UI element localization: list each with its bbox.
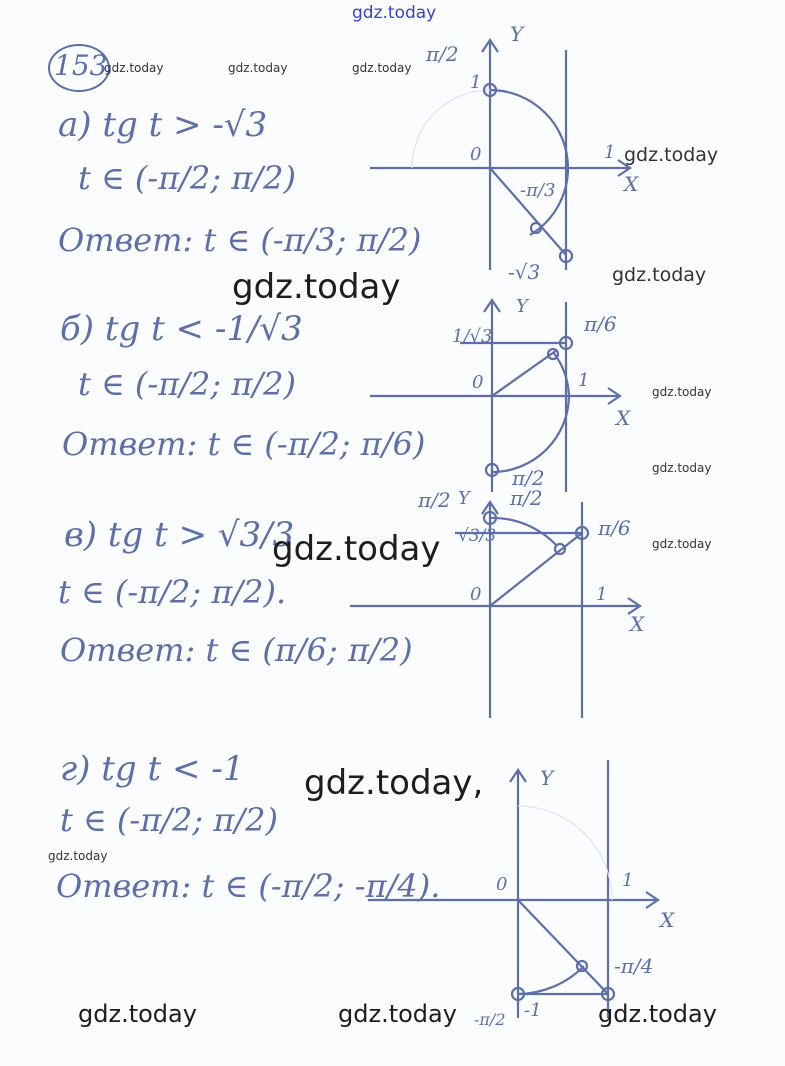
watermark: gdz.today <box>228 61 288 75</box>
graph-c-y-label: Y <box>458 488 470 509</box>
graph-c-pi2: π/2 <box>418 488 451 512</box>
graph-c-angle: π/6 <box>598 516 631 540</box>
graph-b-origin: 0 <box>472 372 484 393</box>
part-b-range: t ∈ (-π/2; π/2) <box>78 365 296 403</box>
graph-a-angle: -π/3 <box>520 180 556 201</box>
graph-b-one: 1 <box>578 370 590 391</box>
graph-b-invsqrt: 1/√3 <box>452 326 493 347</box>
graph-c-x-label: X <box>630 612 645 636</box>
watermark: gdz.today <box>48 849 108 863</box>
angle-ray <box>518 900 608 994</box>
watermark: gdz.today <box>624 144 719 166</box>
graph-d-y-label: Y <box>540 766 554 790</box>
graph-a-top: 1 <box>470 72 482 93</box>
part-a-range: t ∈ (-π/2; π/2) <box>78 159 296 197</box>
graph-c-top: π/2 <box>510 486 543 510</box>
graph-a-one: 1 <box>604 142 616 163</box>
part-d-range: t ∈ (-π/2; π/2) <box>60 801 278 839</box>
part-c-range: t ∈ (-π/2; π/2). <box>58 573 287 611</box>
part-c-inequality: в) tg t > √3/3 <box>64 515 295 555</box>
graph-d-minus-one: -1 <box>524 1000 542 1021</box>
graph-d-x-label: X <box>660 908 675 932</box>
angle-ray <box>492 350 557 396</box>
watermark: gdz.today <box>352 61 412 75</box>
graph-c-root3: √3/3 <box>458 526 497 546</box>
graph-a-root: -√3 <box>508 260 541 284</box>
unit-arc <box>518 966 584 994</box>
part-a-inequality: а) tg t > -√3 <box>58 105 268 145</box>
graph-a-x-label: X <box>624 172 639 196</box>
watermark: gdz.today, <box>304 763 484 803</box>
angle-ray <box>490 533 582 606</box>
part-d-answer: Ответ: t ∈ (-π/2; -π/4). <box>56 867 441 905</box>
graph-d-angle: -π/4 <box>614 954 654 978</box>
top-watermark: gdz.today <box>352 3 437 23</box>
part-d-inequality: г) tg t < -1 <box>60 749 245 789</box>
graph-c-one: 1 <box>596 584 608 605</box>
graph-d <box>368 756 668 1029</box>
graph-d-origin: 0 <box>496 874 508 895</box>
watermark: gdz.today <box>652 461 712 475</box>
graph-a-origin: 0 <box>470 144 482 165</box>
watermark: gdz.today <box>104 61 164 75</box>
part-c-answer: Ответ: t ∈ (π/6; π/2) <box>60 631 413 669</box>
watermark: gdz.today <box>612 264 707 286</box>
unit-circle-faint <box>518 806 612 900</box>
watermark: gdz.today <box>598 1000 717 1028</box>
graph-a-pi2: π/2 <box>426 42 459 66</box>
part-a-answer: Ответ: t ∈ (-π/3; π/2) <box>58 221 422 259</box>
watermark: gdz.today <box>652 537 712 551</box>
watermark: gdz.today <box>652 385 712 399</box>
part-b-inequality: б) tg t < -1/√3 <box>60 309 303 349</box>
graph-b-bottom: π/2 <box>512 466 545 490</box>
watermark: gdz.today <box>232 267 401 307</box>
watermark: gdz.today <box>78 1000 197 1028</box>
graph-d-one: 1 <box>622 870 634 891</box>
graph-d-minus-pi2: -π/2 <box>474 1010 506 1029</box>
problem-number: 153 <box>54 49 108 82</box>
graph-b-angle: π/6 <box>584 312 617 336</box>
watermark: gdz.today <box>338 1000 457 1028</box>
graph-b-y-label: Y <box>516 296 528 317</box>
part-b-answer: Ответ: t ∈ (-π/2; π/6) <box>62 425 426 463</box>
watermark: gdz.today <box>272 529 441 569</box>
graph-b-x-label: X <box>616 406 631 430</box>
graph-c-origin: 0 <box>470 584 482 605</box>
graph-a-y-label: Y <box>510 22 524 46</box>
